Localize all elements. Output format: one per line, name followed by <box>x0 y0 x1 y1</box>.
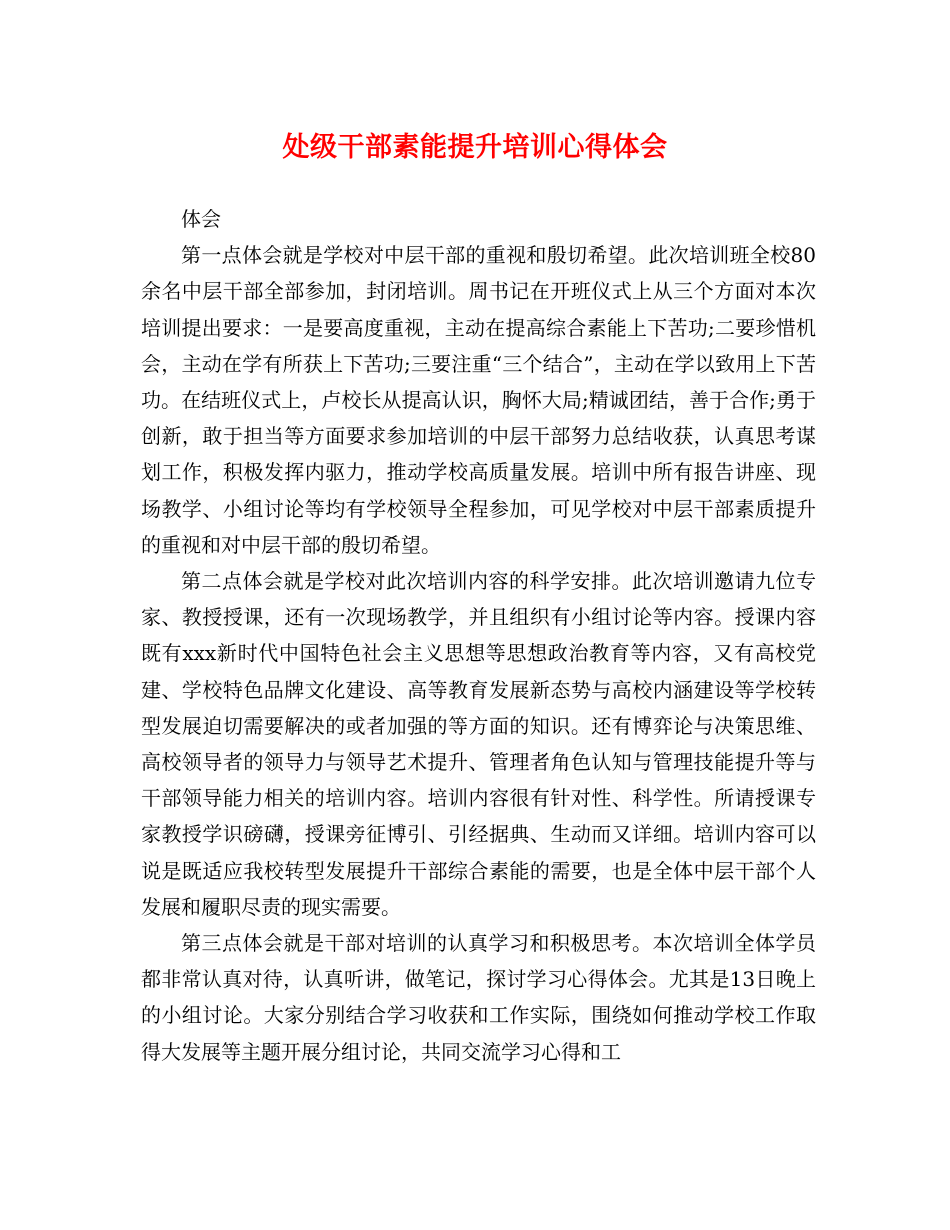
document-title: 处级干部素能提升培训心得体会 <box>282 132 668 163</box>
paragraph-heading: 体会 <box>181 207 221 231</box>
paragraph-point-one: 第一点体会就是学校对中层干部的重视和殷切希望。此次培训班全校80余名中层干部全部参加，封闭培训。周书记在开班仪式上从三个方面对本次培训提出要求：一是要高度重视，主动在提高综合素能上下苦功;二要珍惜机会，主动在学有所获上下苦功;三要注重“三个结合”，主动在学以致用上下苦功。在结班仪式上，卢校长从提高认识，胸怀大局;精诚团结，善于合作;勇于创新，敢于担当等方面要求参加培训的中层干部努力总结收获，认真思考谋划工作，积极发挥内驱力，推动学校高质量发展。培训中所有报告讲座、现场教学、小组讨论等均有学校领导全程参加，可见学校对中层干部素质提升的重视和对中层干部的殷切希望。 <box>141 243 816 557</box>
paragraph-point-three: 第三点体会就是干部对培训的认真学习和积极思考。本次培训全体学员都非常认真对待，认真听讲，做笔记，探讨学习心得体会。尤其是13日晚上的小组讨论。大家分别结合学习收获和工作实际，围绕如何推动学校工作取得大发展等主题开展分组讨论，共同交流学习心得和工 <box>141 931 816 1064</box>
document-body <box>141 201 816 1070</box>
paragraph-point-two: 第二点体会就是学校对此次培训内容的科学安排。此次培训邀请九位专家、教授授课，还有一次现场教学，并且组织有小组讨论等内容。授课内容既有xxx新时代中国特色社会主义思想等思想政治教育等内容，又有高校党建、学校特色品牌文化建设、高等教育发展新态势与高校内涵建设等学校转型发展迫切需要解决的或者加强的等方面的知识。还有博弈论与决策思维、高校领导者的领导力与领导艺术提升、管理者角色认知与管理技能提升等与干部领导能力相关的培训内容。培训内容很有针对性、科学性。所请授课专家教授学识磅礴，授课旁征博引、引经据典、生动而又详细。培训内容可以说是既适应我校转型发展提升干部综合素能的需要，也是全体中层干部个人发展和履职尽责的现实需要。 <box>141 569 816 919</box>
